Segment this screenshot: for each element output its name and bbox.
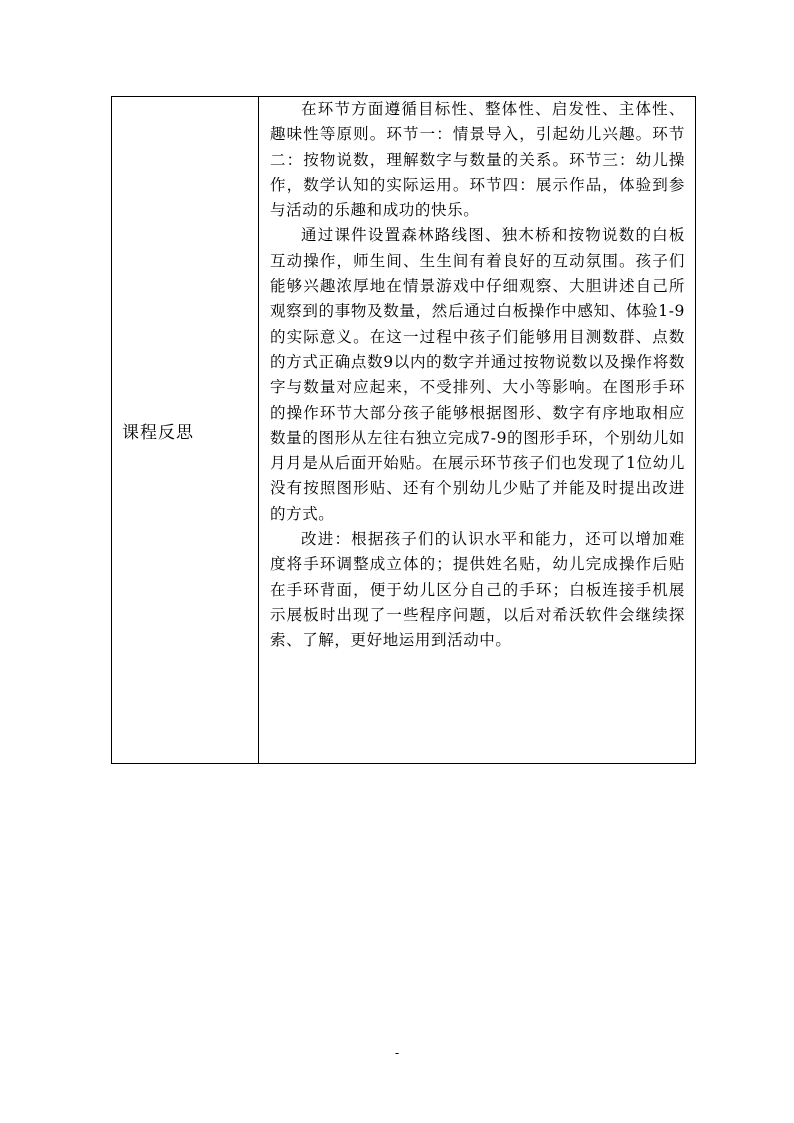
content-cell [259, 97, 696, 764]
paragraph-activity-reflection: 通过课件设置森林路线图、独木桥和按物说数的白板互动操作，师生间、生生间有着良好的互动氛围。孩子们能够兴趣浓厚地在情景游戏中仔细观察、大胆讲述自己所观察到的事物及数量，然后通过白板操作中感知、体验1-9的实际意义。在这一过程中孩子们能够用目测数群、点数的方式正确点数9以内的数字并通过按物说数以及操作将数字与数量对应起来，不受排列、大小等影响。在图形手环的操作环节大部分孩子能够根据图形、数字有序地取相应数量的图形从左往右独立完成7-9的图形手环，个别幼儿如月月是从后面开始贴。在展示环节孩子们也发现了1位幼儿没有按照图形贴、还有个别幼儿少贴了并能及时提出改进的方式。 [270, 226, 685, 523]
row-label: 课程反思 [122, 422, 194, 443]
page-number: - [394, 1046, 400, 1060]
reflection-table [111, 96, 696, 764]
table-row [112, 97, 696, 764]
paragraph-improvements: 改进：根据孩子们的认识水平和能力，还可以增加难度将手环调整成立体的；提供姓名贴，幼儿完成操作后贴在手环背面，便于幼儿区分自己的手环；白板连接手机展示展板时出现了一些程序问题，以后对希沃软件会继续探索、了解，更好地运用到活动中。 [270, 530, 685, 650]
paragraph-process-principles: 在环节方面遵循目标性、整体性、启发性、主体性、趣味性等原则。环节一：情景导入，引起幼儿兴趣。环节二：按物说数，理解数字与数量的关系。环节三：幼儿操作，数学认知的实际运用。环节四：展示作品，体验到参与活动的乐趣和成功的快乐。 [270, 100, 685, 220]
label-cell [112, 97, 259, 764]
